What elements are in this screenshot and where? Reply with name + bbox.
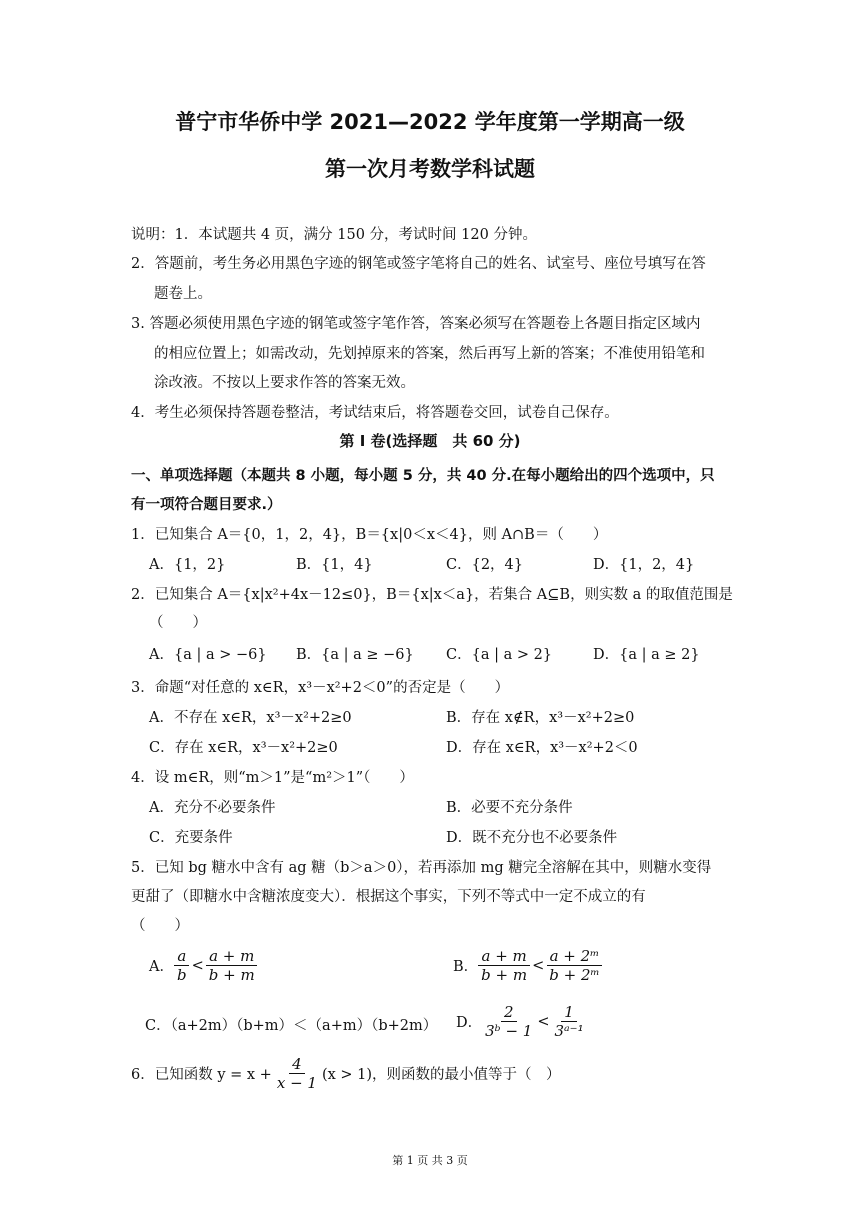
q2-stem: 2．已知集合 A＝{x|x²+4x－12≤0}，B＝{x|x＜a}，若集合 A⊆B，则实数 a 的取值范围是: [131, 587, 733, 603]
q5-line2: 更甜了（即糖水中含糖浓度变大）．根据这个事实，下列不等式中一定不成立的有: [131, 889, 646, 905]
instruction-3c: 涂改液。不按以上要求作答的答案无效。: [154, 375, 415, 391]
q1-stem: 1．已知集合 A＝{0，1，2，4}，B＝{x|0＜x＜4}，则 A∩B＝（ ）: [131, 527, 608, 543]
q2-option-c: C．{a | a > 2}: [446, 647, 553, 663]
fraction: $\frac{4}{x - 1}$: [276, 1055, 317, 1092]
q5-line1: 5．已知 bg 糖水中含有 ag 糖（b＞a＞0），若再添加 mg 糖完全溶解在其中，则糖水变得: [131, 860, 712, 876]
section1-line2: 有一项符合题目要求.）: [131, 497, 282, 513]
q4-option-a: A．充分不必要条件: [149, 800, 276, 816]
page-footer: 第 1 页 共 3 页: [392, 1154, 468, 1167]
q5-option-a: A． $\frac{a}{b}$ < $\frac{a + m}{b + m}$: [149, 947, 258, 984]
fraction: $\frac{1}{\text{3ᵃ⁻¹}}$: [554, 1003, 584, 1040]
section1-line1: 一、单项选择题（本题共 8 小题，每小题 5 分，共 40 分.在每小题给出的四个选项中，只: [131, 468, 715, 484]
fraction: $\frac{a + m}{b + m}$: [478, 947, 530, 984]
q3-stem: 3．命题“对任意的 x∈R，x³－x²+2＜0”的否定是（ ）: [131, 680, 510, 696]
q5-option-c: C．（a+2m）（b+m）＜（a+m）（b+2m）: [145, 1018, 438, 1034]
q5-option-b: B． $\frac{a + m}{b + m}$ < $\frac{\text{a + 2ᵐ}}{\text{b + 2ᵐ}}$: [453, 947, 603, 984]
q6-stem: 6．已知函数 y = x + $\frac{4}{x - 1}$ (x > 1)，则函数的最小值等于（ ）: [131, 1055, 561, 1092]
instruction-3b: 的相应位置上；如需改动，先划掉原来的答案，然后再写上新的答案；不准使用铅笔和: [154, 346, 705, 362]
q4-option-d: D．既不充分也不必要条件: [446, 830, 618, 846]
q1-option-c: C．{2，4}: [446, 557, 523, 573]
fraction: $\frac{a + m}{b + m}$: [206, 947, 258, 984]
q5-paren: （ ）: [131, 918, 189, 934]
q1-option-a: A．{1，2}: [149, 557, 226, 573]
fraction: $\frac{\text{a + 2ᵐ}}{\text{b + 2ᵐ}}$: [546, 947, 602, 984]
instruction-2a: 2．答题前，考生务必用黑色字迹的钢笔或签字笔将自己的姓名、试室号、座位号填写在答: [131, 256, 706, 272]
q3-option-d: D．存在 x∈R，x³－x²+2＜0: [446, 740, 638, 756]
q2-option-a: A．{a | a > −6}: [149, 647, 267, 663]
q3-option-a: A．不存在 x∈R，x³－x²+2≥0: [149, 710, 352, 726]
fraction: $\frac{2}{\text{3ᵇ − 1}}$: [485, 1003, 533, 1040]
instruction-1: 说明：1．本试题共 4 页，满分 150 分，考试时间 120 分钟。: [131, 227, 537, 243]
fraction: $\frac{a}{b}$: [174, 947, 190, 984]
instruction-3a: 3. 答题必须使用黑色字迹的钢笔或签字笔作答，答案必须写在答题卷上各题目指定区域内: [131, 316, 701, 332]
part1-heading: 第 I 卷(选择题 共 60 分): [339, 432, 521, 450]
q2-paren: （ ）: [149, 615, 207, 631]
q3-option-b: B．存在 x∉R，x³－x²+2≥0: [446, 710, 635, 726]
q4-stem: 4．设 m∈R，则“m＞1”是“m²＞1”（ ）: [131, 770, 414, 786]
page-title-line1: 普宁市华侨中学 2021—2022 学年度第一学期高一级: [175, 110, 685, 134]
q1-option-b: B．{1，4}: [296, 557, 373, 573]
q1-option-d: D．{1，2，4}: [593, 557, 695, 573]
q4-option-b: B．必要不充分条件: [446, 800, 573, 816]
page-title-line2: 第一次月考数学科试题: [325, 157, 535, 181]
q4-option-c: C．充要条件: [149, 830, 233, 846]
q2-option-d: D．{a | a ≥ 2}: [593, 647, 700, 663]
q2-option-b: B．{a | a ≥ −6}: [296, 647, 414, 663]
instruction-4: 4．考生必须保持答题卷整洁，考试结束后，将答题卷交回，试卷自己保存。: [131, 405, 619, 421]
q3-option-c: C．存在 x∈R，x³－x²+2≥0: [149, 740, 338, 756]
q5-option-d: D． $\frac{2}{\text{3ᵇ − 1}}$ < $\frac{1}{\text{3ᵃ⁻¹}}$: [456, 1003, 587, 1040]
instruction-2b: 题卷上。: [154, 286, 212, 302]
